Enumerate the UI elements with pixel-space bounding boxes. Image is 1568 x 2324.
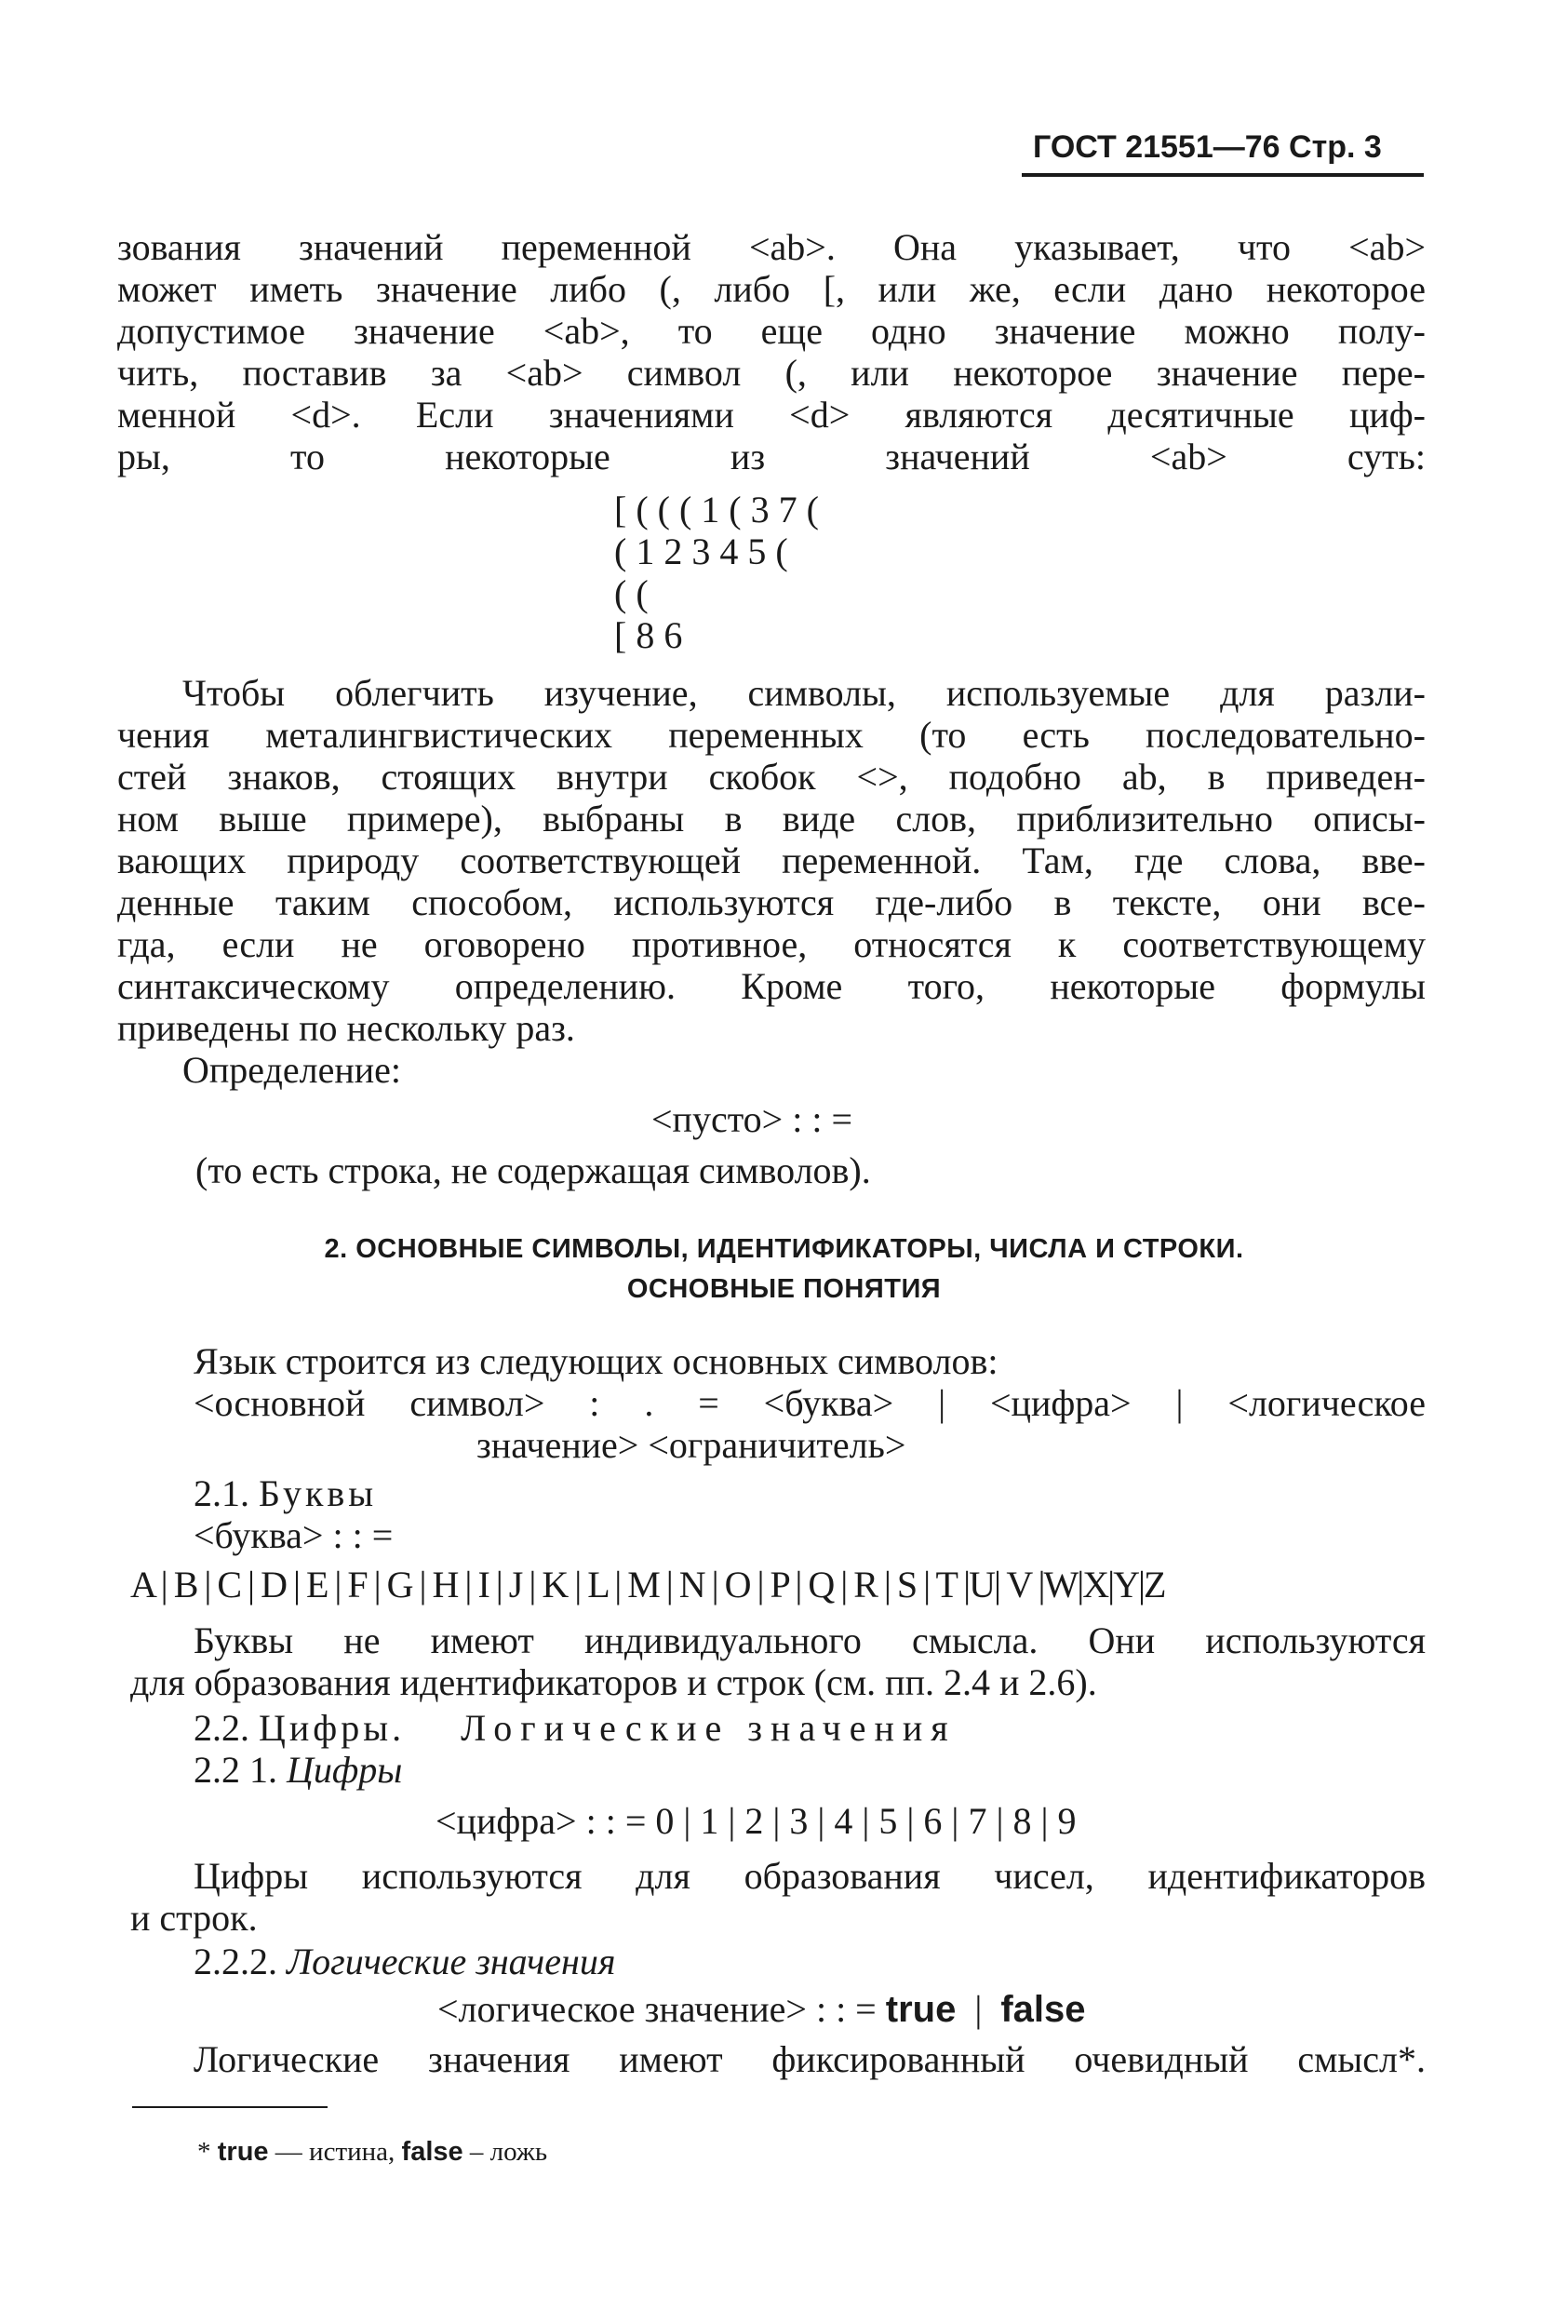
paragraph-line: Буквы не имеют индивидуального смысла. Они используются [194, 1619, 1426, 1661]
section-title-line2: ОСНОВНЫЕ ПОНЯТИЯ [626, 1274, 942, 1304]
paragraph-line: Цифры используются для образования чисел, идентификаторов [194, 1855, 1426, 1897]
boolean-formula-prefix: <логическое значение> : : = [437, 1988, 877, 2030]
letter-formula: <буква> : : = [194, 1514, 394, 1556]
page-header [1033, 127, 1382, 168]
letter-list: A | B | C | D | E | F | G | H | I | J | K | L | M | N | O | P | Q | R | S | T |U| V |W|X|Y|Z [130, 1564, 1165, 1605]
subsection-title: Логические значения [461, 1707, 957, 1749]
paragraph-line: чить, поставив за <ab> символ (, или некоторое значение пере- [117, 352, 1426, 394]
section-intro: Язык строится из следующих основных символов: [194, 1340, 998, 1382]
footnote-false-meaning: – ложь [469, 2137, 548, 2167]
subsection-title: Логические значения [287, 1941, 616, 1982]
paragraph-line: стей знаков, стоящих внутри скобок <>, подобно ab, в приведен- [117, 756, 1426, 798]
subsection-heading [194, 1707, 957, 1749]
subsubsection-heading [194, 1941, 615, 1982]
header-rule [1022, 173, 1424, 177]
paragraph-line: может иметь значение либо (, либо [, или же, если дано некоторое [117, 268, 1426, 310]
subsection-title: Буквы [259, 1472, 378, 1514]
footnote-true: true [217, 2137, 269, 2167]
paragraph-line: зования значений переменной <ab>. Она указывает, что <ab> [117, 226, 1426, 268]
paragraph-line: приведены по нескольку раз. [117, 1007, 575, 1049]
boolean-formula [437, 1988, 1086, 2031]
subsection-number: 2.2 1. [194, 1749, 277, 1791]
empty-note: (то есть строка, не содержащая символов). [195, 1149, 871, 1191]
footnote-marker: * [197, 2137, 211, 2167]
subsection-number: 2.2.2. [194, 1941, 277, 1982]
definition-label: Определение: [182, 1049, 402, 1091]
basic-symbol-formula: <основной символ> : . = <буква> | <цифра> | <логическое [194, 1382, 1426, 1424]
paragraph-line: и строк. [130, 1897, 258, 1939]
paragraph-line: Логические значения имеют фиксированный очевидный смысл*. [194, 2038, 1426, 2080]
digit-formula: <цифра> : : = 0 | 1 | 2 | 3 | 4 | 5 | 6 | 7 | 8 | 9 [436, 1800, 1077, 1842]
subsection-title: Цифры [287, 1749, 403, 1791]
page-number: Стр. 3 [1289, 129, 1382, 165]
subsection-number: 2.1. [194, 1472, 249, 1514]
true-keyword: true [885, 1989, 957, 2030]
paragraph-line: чения металингвистических переменных (то есть последовательно- [117, 714, 1426, 756]
subsection-title: Цифры. [259, 1707, 406, 1749]
empty-formula: <пусто> : : = [651, 1098, 853, 1140]
paragraph-line: ры, то некоторые из значений <ab> суть: [117, 436, 1426, 477]
section-title [0, 1269, 1568, 1310]
subsection-heading [194, 1472, 377, 1514]
paragraph-line: ном выше примере), выбраны в виде слов, приблизительно описы- [117, 798, 1426, 840]
paragraph-line: гда, если не оговорено противное, относятся к соответствующему [117, 923, 1426, 965]
paragraph-line: для образования идентификаторов и строк (см. пп. 2.4 и 2.6). [130, 1661, 1097, 1703]
false-keyword: false [1000, 1989, 1086, 2030]
paragraph-line: синтаксическому определению. Кроме того, некоторые формулы [117, 965, 1426, 1007]
footnote-true-meaning: — истина, [275, 2137, 395, 2167]
basic-symbol-formula-cont: значение> <ограничитель> [476, 1424, 906, 1466]
example-value: ( 1 2 3 4 5 ( [614, 531, 788, 572]
paragraph-line: денные таким способом, используются где-либо в тексте, они все- [117, 881, 1426, 923]
paragraph-line: менной <d>. Если значениями <d> являются десятичные циф- [117, 394, 1426, 436]
separator: | [974, 1988, 983, 2030]
section-title-line1: 2. ОСНОВНЫЕ СИМВОЛЫ, ИДЕНТИФИКАТОРЫ, ЧИСЛА И СТРОКИ. [324, 1234, 1244, 1264]
footnote-rule [132, 2106, 328, 2108]
example-value: [ 8 6 [614, 614, 683, 656]
subsubsection-heading [194, 1749, 402, 1791]
footnote [197, 2131, 547, 2173]
paragraph-line: допустимое значение <ab>, то еще одно значение можно полу- [117, 310, 1426, 352]
example-value: [ ( ( ( 1 ( 3 7 ( [614, 489, 819, 531]
paragraph-line: Чтобы облегчить изучение, символы, используемые для разли- [182, 672, 1426, 714]
standard-number: ГОСТ 21551—76 [1033, 129, 1280, 165]
subsection-number: 2.2. [194, 1707, 249, 1749]
example-value: ( ( [614, 572, 649, 614]
footnote-false: false [401, 2137, 463, 2167]
section-title [0, 1229, 1568, 1270]
paragraph-line: вающих природу соответствующей переменной. Там, где слова, вве- [117, 840, 1426, 881]
